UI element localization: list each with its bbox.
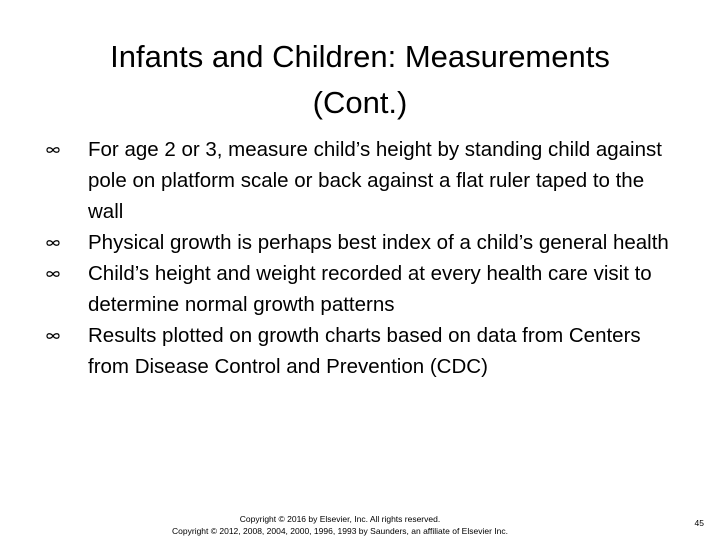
bullet-item xyxy=(0,320,678,382)
copyright-footer xyxy=(140,513,540,537)
bullet-text: Physical growth is perhaps best index of a child’s general health xyxy=(88,231,669,254)
bullet-item xyxy=(0,134,678,227)
bullet-text: Child’s height and weight recorded at every health care visit to determine normal growth patterns xyxy=(88,262,652,316)
bullet-item xyxy=(0,227,678,258)
infinity-icon xyxy=(45,330,61,342)
copyright-line-2: Copyright © 2012, 2008, 2004, 2000, 1996, 1993 by Saunders, an affiliate of Elsevier Inc. xyxy=(172,526,508,536)
bullet-text: For age 2 or 3, measure child’s height by standing child against pole on platform scale or back against a flat ruler taped to the wall xyxy=(88,138,662,223)
bullet-text: Results plotted on growth charts based on data from Centers from Disease Control and Prevention (CDC) xyxy=(88,324,641,378)
infinity-icon xyxy=(45,144,61,156)
page-number: 45 xyxy=(694,518,704,528)
slide-title xyxy=(40,34,680,126)
infinity-icon xyxy=(45,237,61,249)
slide-title-line-1: Infants and Children: Measurements xyxy=(110,39,610,74)
copyright-line-1: Copyright © 2016 by Elsevier, Inc. All rights reserved. xyxy=(239,514,441,524)
bullet-list xyxy=(0,134,720,382)
bullet-item xyxy=(0,258,678,320)
slide-title-line-2: (Cont.) xyxy=(312,85,408,120)
infinity-icon xyxy=(45,268,61,280)
